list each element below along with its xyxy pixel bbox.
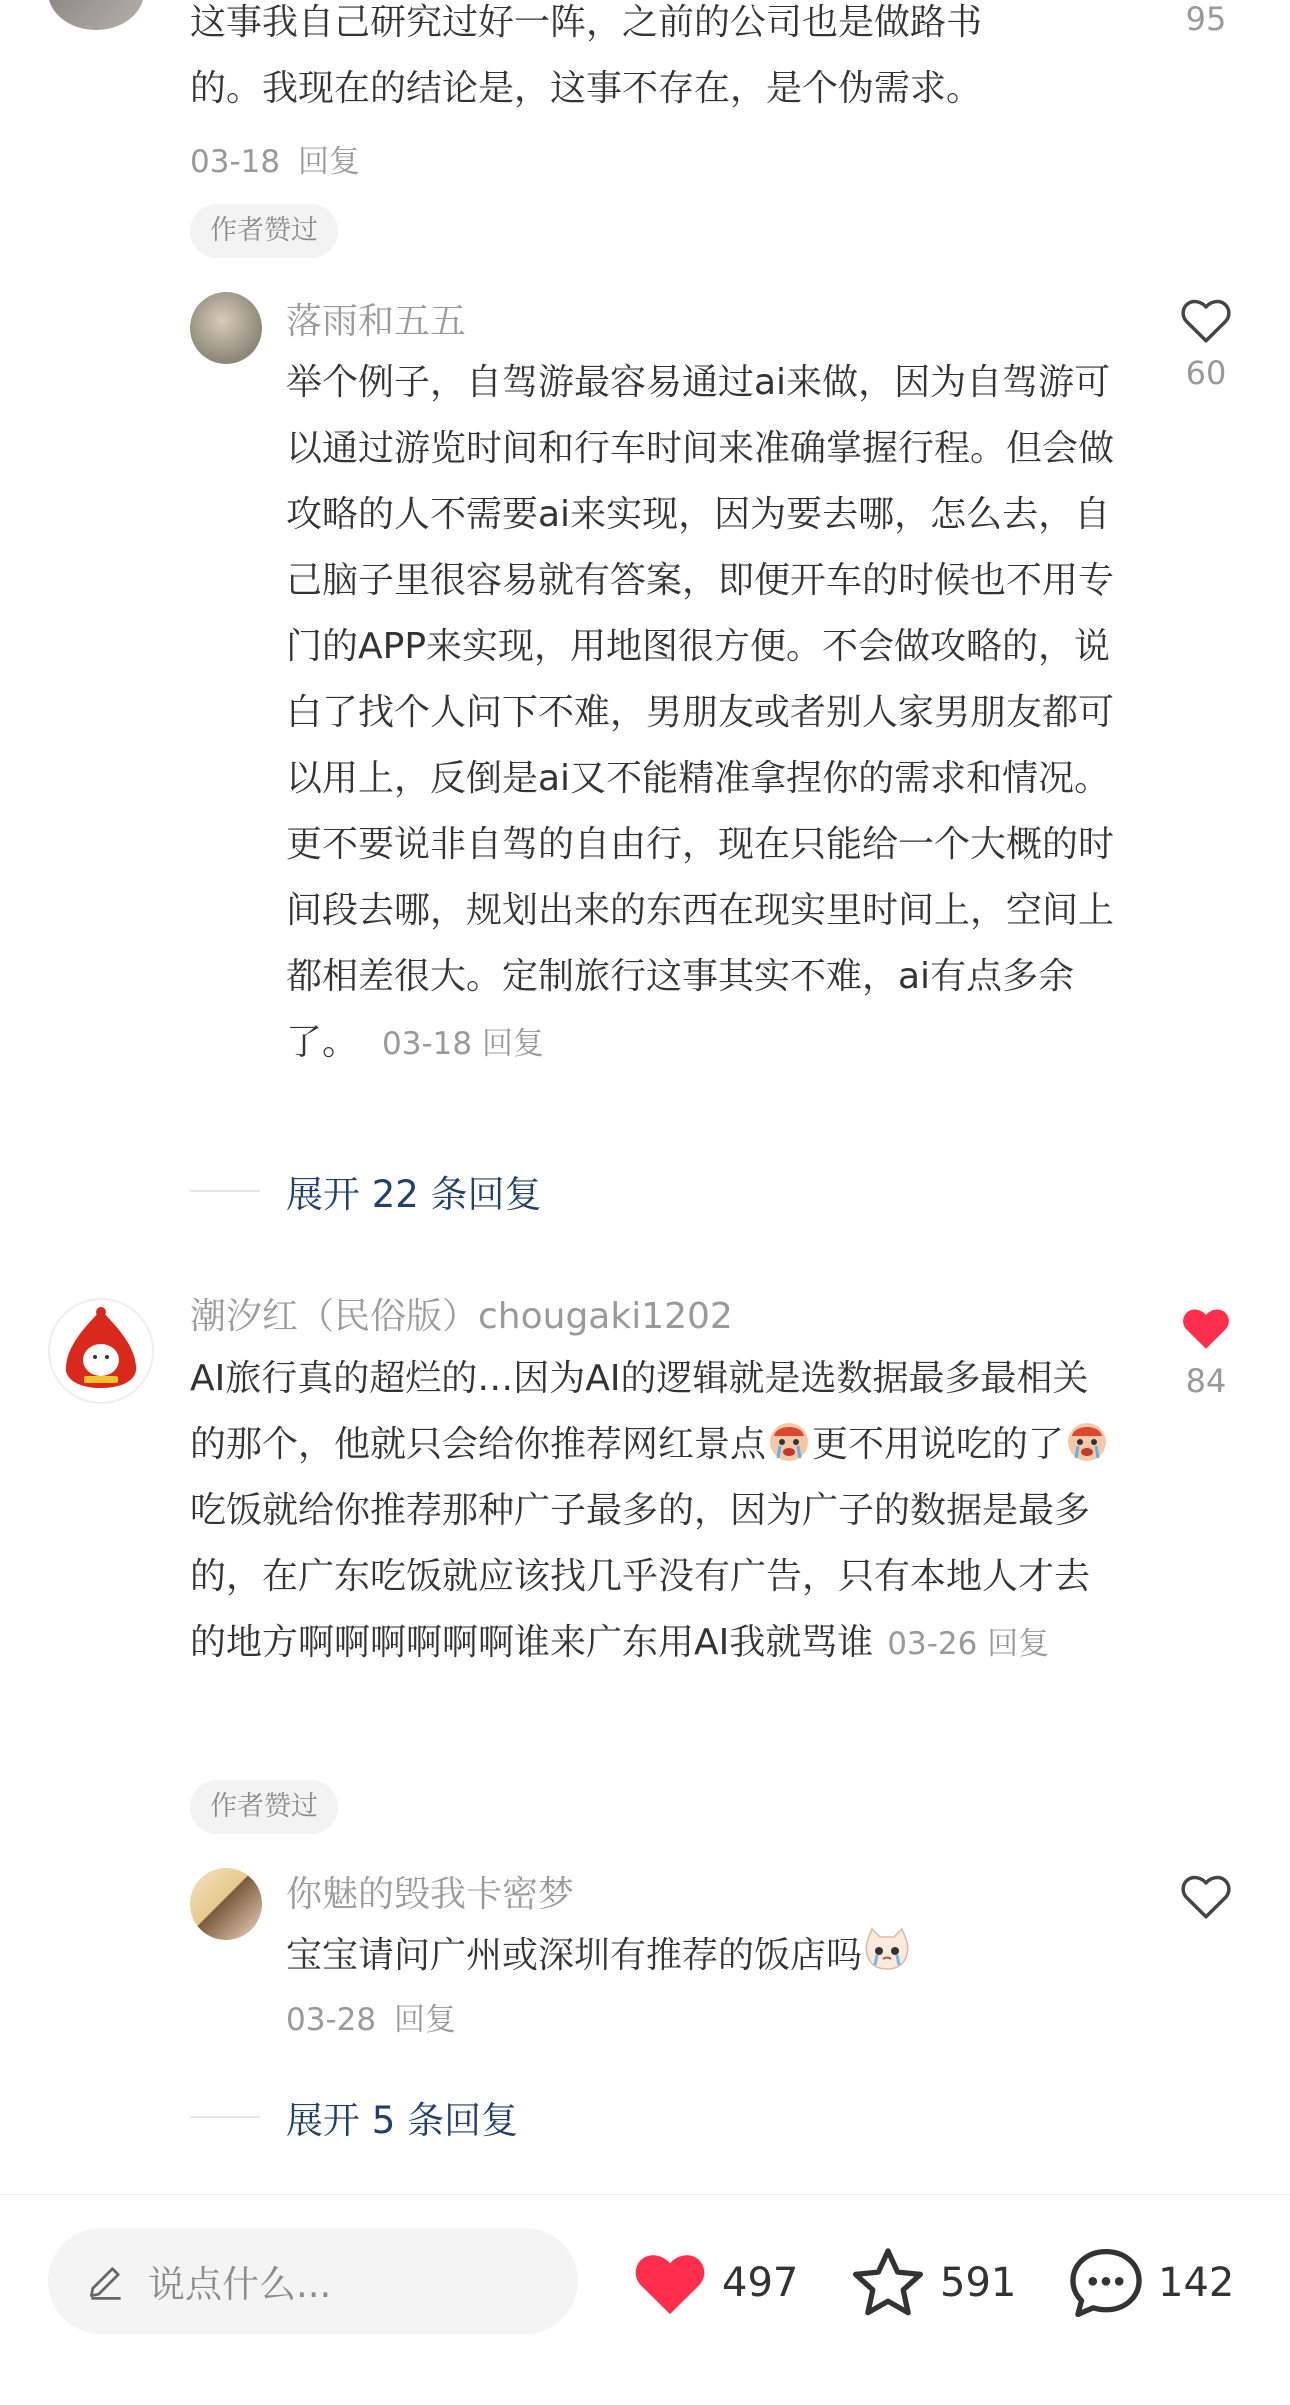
comment-text-line: 这事我自己研究过好一阵，之前的公司也是做路书: [190, 2, 983, 43]
reply-like-button[interactable]: [1166, 296, 1246, 392]
comment-text: [190, 1346, 1114, 1677]
reply-text: [286, 350, 1114, 1077]
comment-text-part: 吃饭就给你推荐那种广子最多的，因为广子的数据是最多的，在广东吃饭就应该找几乎没有广告，只有本地人才去的地方啊啊啊啊啊啊谁来广东用AI我就骂谁: [190, 1490, 1091, 1663]
comment-input[interactable]: [48, 2228, 578, 2334]
expand-replies-label: 展开 22 条回复: [286, 1173, 542, 1216]
comment-text-part: 更不用说吃的了: [812, 1424, 1065, 1465]
like-count: 95: [1185, 0, 1227, 38]
reply-button[interactable]: 回复: [393, 2002, 456, 2038]
like-count: 84: [1185, 1362, 1227, 1400]
post-collect-count: 591: [940, 2260, 1017, 2306]
crying-cat-emoji-icon: [862, 1925, 912, 1975]
reply-avatar[interactable]: [190, 1868, 262, 1940]
commenter-avatar[interactable]: [48, 1298, 154, 1404]
bottom-action-bar: [0, 2194, 1290, 2405]
crying-face-emoji-icon: [766, 1418, 812, 1464]
reply-text-content: 举个例子，自驾游最容易通过ai来做，因为自驾游可以通过游览时间和行车时间来准确掌握行程。但会做攻略的人不需要ai来实现，因为要去哪，怎么去，自己脑子里很容易就有答案，即便开车的时候也不用专门的APP来实现，用地图很方便。不会做攻略的，说白了找个人问下不难，男朋友或者别人家男朋友都可以用上，反倒是ai又不能精准拿捏你的需求和情况。更不要说非自驾的自由行，现在只能给一个大概的时间段去哪，规划出来的东西在现实里时间上，空间上都相差很大。定制旅行这事其实不难，ai有点多余了。: [286, 362, 1115, 1063]
reply-date: 03-18: [382, 1026, 473, 1062]
heart-filled-icon: [630, 2247, 710, 2319]
expand-replies-button[interactable]: [190, 2090, 518, 2144]
comment-text-line: 的。我现在的结论是，这事不存在，是个伪需求。: [190, 68, 983, 109]
reply-avatar[interactable]: [190, 292, 262, 364]
reply-username[interactable]: 你魅的毁我卡密梦: [286, 1874, 575, 1915]
comment-like-button[interactable]: [1166, 1304, 1246, 1400]
reply-like-button[interactable]: [1166, 1872, 1246, 1924]
heart-outline-icon: [1179, 296, 1233, 344]
commenter-username[interactable]: 潮汐红（民俗版）chougaki1202: [190, 1296, 733, 1337]
like-count: 60: [1185, 354, 1227, 392]
reply-meta: [286, 1994, 456, 2039]
expand-replies-label: 展开 5 条回复: [286, 2099, 519, 2142]
expand-replies-button[interactable]: [190, 1164, 542, 1218]
expand-divider: [190, 2116, 260, 2118]
comment-meta: [190, 136, 360, 181]
comment-date: 03-18: [190, 144, 281, 180]
comment-like-button[interactable]: [1166, 0, 1246, 38]
comment-button[interactable]: [1066, 2243, 1234, 2323]
collect-button[interactable]: [848, 2243, 1016, 2323]
reply-username[interactable]: 落雨和五五: [286, 301, 467, 342]
reply-text: [286, 1923, 1114, 1989]
author-liked-badge: 作者赞过: [190, 204, 338, 258]
reply-text-content: 宝宝请问广州或深圳有推荐的饭店吗: [286, 1935, 863, 1976]
reply-date: 03-28: [286, 2002, 377, 2038]
heart-outline-icon: [1179, 1872, 1233, 1920]
comment-text-part: AI旅行真的超烂的…因为AI的逻辑就是选数据最多最相关的那个，他就只会给你推荐网红景点: [190, 1358, 1089, 1465]
avatar-illustration: [50, 1300, 152, 1402]
reply-button[interactable]: 回复: [987, 1626, 1050, 1662]
post-like-count: 497: [722, 2260, 799, 2306]
star-icon: [848, 2245, 928, 2321]
expand-divider: [190, 1190, 260, 1192]
heart-filled-icon: [1179, 1304, 1233, 1352]
post-comment-count: 142: [1158, 2260, 1235, 2306]
commenter-avatar[interactable]: [48, 0, 144, 30]
crying-face-emoji-icon: [1064, 1418, 1110, 1464]
pencil-icon: [84, 2259, 128, 2303]
comment-bubble-icon: [1066, 2245, 1146, 2321]
author-liked-badge: 作者赞过: [190, 1780, 338, 1834]
reply-button[interactable]: 回复: [297, 144, 360, 180]
comment-date: 03-26: [887, 1626, 978, 1662]
reply-button[interactable]: 回复: [481, 1026, 544, 1062]
comment-input-placeholder: 说点什么...: [148, 2263, 332, 2306]
like-post-button[interactable]: [630, 2243, 798, 2323]
